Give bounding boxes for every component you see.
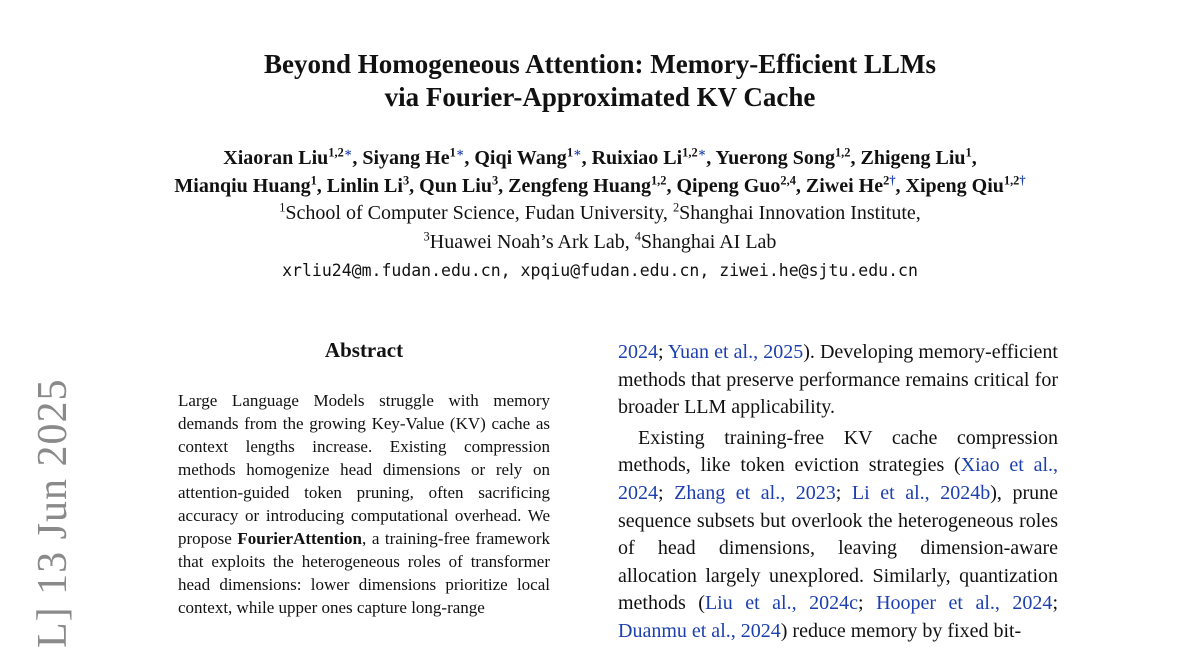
author-separator: ,	[464, 147, 475, 169]
abstract-heading: Abstract	[324, 338, 404, 362]
author-affiliation-sup: 1	[965, 145, 972, 160]
citation-link[interactable]: Yuan et al., 2025	[667, 341, 804, 363]
author-footnote-mark[interactable]: †	[889, 173, 896, 188]
author-separator: ,	[895, 175, 906, 197]
author-affiliation-sup: 1	[566, 145, 574, 160]
author-affiliation-sup: 3	[491, 173, 499, 188]
author-name: Ziwei He	[805, 175, 884, 197]
author-affiliation-sup: 2,4	[780, 173, 796, 188]
affiliation-line-2	[0, 228, 1200, 257]
author-separator: ,	[498, 175, 509, 197]
paragraph-text: ) reduce memory by fixed bit-	[780, 619, 1022, 642]
author-footnote-mark[interactable]: †	[1019, 173, 1026, 188]
author-footnote-mark[interactable]: ∗	[455, 145, 465, 160]
author-name: Mianqiu Huang	[174, 175, 311, 197]
paragraph-text: ), prune sequence subsets but overlook the heterogeneous roles of head dimensions, leaving dimension-aware allocation largely unexplored. Similarly, quantization methods (	[618, 481, 1058, 615]
author-separator: ,	[581, 147, 592, 169]
author-affiliation-sup: 1,2	[650, 173, 667, 188]
paragraph-text: ;	[658, 481, 675, 504]
author-name: Qiqi Wang	[474, 147, 567, 169]
author-name: Siyang He	[362, 147, 450, 169]
affiliation-number: 2	[672, 200, 680, 215]
citation-link[interactable]: Liu et al., 2024c	[704, 592, 858, 615]
affiliation-text: School of Computer Science, Fudan University,	[285, 202, 673, 224]
citation-link[interactable]: Duanmu et al., 2024	[618, 619, 781, 642]
paragraph	[618, 425, 1058, 646]
citation-link[interactable]: Hooper et al., 2024	[876, 592, 1053, 615]
author-footnote-mark[interactable]: ∗	[697, 145, 707, 160]
paragraph-text: Existing training-free KV cache compression methods, like token eviction strategies (	[618, 426, 1058, 477]
author-name: Qipeng Guo	[676, 175, 781, 197]
author-affiliation-sup: 3	[402, 173, 410, 188]
citation-link[interactable]: Zhang et al., 2023	[674, 481, 836, 504]
author-name: Xiaoran Liu	[223, 147, 329, 169]
author-separator: ,	[850, 147, 861, 169]
title-line-1: Beyond Homogeneous Attention: Memory-Efficient LLMs	[264, 49, 936, 79]
title-line-2: via Fourier-Approximated KV Cache	[384, 82, 816, 112]
arxiv-stamp: L] 13 Jun 2025	[30, 378, 76, 648]
author-affiliation-sup: 1,2	[682, 145, 698, 160]
author-separator: ,	[971, 147, 977, 169]
citation-link[interactable]: Li et al., 2024b	[851, 481, 991, 504]
paragraph-text: ). Developing memory-efficient methods that preserve performance remains critical for broader LLM applicability.	[618, 341, 1058, 419]
right-column	[618, 339, 1058, 646]
paper-title	[0, 48, 1200, 114]
paragraph-text: ;	[835, 481, 852, 504]
affiliation-number: 1	[279, 200, 286, 215]
abstract-text: Large Language Models struggle with memory demands from the growing Key-Value (KV) cache as context lengths increase. Existing compression methods homogenize head dimensions or rely on attention-guided token pruning, often sacrificing accuracy or introducing computational overhead. We propose	[178, 391, 550, 548]
author-footnote-mark[interactable]: ∗	[343, 145, 353, 160]
affiliation-line-1	[0, 199, 1200, 228]
author-affiliation-sup: 1	[310, 173, 317, 188]
citation-link[interactable]: 2024	[618, 341, 658, 363]
author-separator: ,	[409, 175, 420, 197]
author-affiliation-sup: 2	[883, 173, 890, 188]
author-name: Ruixiao Li	[591, 147, 683, 169]
author-separator: ,	[316, 175, 327, 197]
author-name: Qun Liu	[419, 175, 492, 197]
author-name: Yuerong Song	[715, 147, 835, 169]
abstract-text: , a training-free framework that exploits the heterogeneous roles of transformer head dimensions: lower dimensions prioritize local context, while upper ones capture long-range	[178, 529, 550, 617]
author-footnote-mark[interactable]: ∗	[573, 145, 582, 160]
author-affiliation-sup: 1	[449, 145, 456, 160]
author-affiliation-sup: 1,2	[328, 145, 344, 160]
citation-link[interactable]: Xiao et al., 2024	[618, 454, 1059, 504]
author-separator: ,	[795, 175, 806, 197]
affiliation-number: 4	[634, 229, 641, 244]
author-separator: ,	[352, 147, 363, 169]
author-separator: ,	[706, 147, 716, 169]
paragraph-text: ;	[658, 341, 668, 363]
author-name: Zengfeng Huang	[508, 175, 651, 197]
paragraph-text: ;	[1052, 592, 1058, 615]
author-name: Zhigeng Liu	[860, 147, 966, 169]
author-name: Xipeng Qiu	[905, 175, 1004, 197]
affiliation-text: Huawei Noah’s Ark Lab,	[429, 231, 635, 253]
author-emails: xrliu24@m.fudan.edu.cn, xpqiu@fudan.edu.cn, ziwei.he@sjtu.edu.cn	[282, 261, 918, 280]
method-name: FourierAttention	[237, 529, 363, 548]
affiliation-text: Shanghai AI Lab	[640, 231, 777, 253]
author-separator: ,	[666, 175, 677, 197]
affiliations	[0, 199, 1200, 257]
author-affiliation-sup: 1,2	[1003, 173, 1020, 188]
paragraph	[618, 339, 1058, 422]
affiliation-text: Shanghai Innovation Institute,	[679, 202, 921, 224]
abstract-body	[178, 389, 550, 619]
affiliation-number: 3	[423, 229, 430, 244]
author-name: Linlin Li	[326, 175, 403, 197]
author-affiliation-sup: 1,2	[834, 145, 851, 160]
author-list	[0, 144, 1200, 200]
paragraph-text: ;	[858, 592, 877, 615]
